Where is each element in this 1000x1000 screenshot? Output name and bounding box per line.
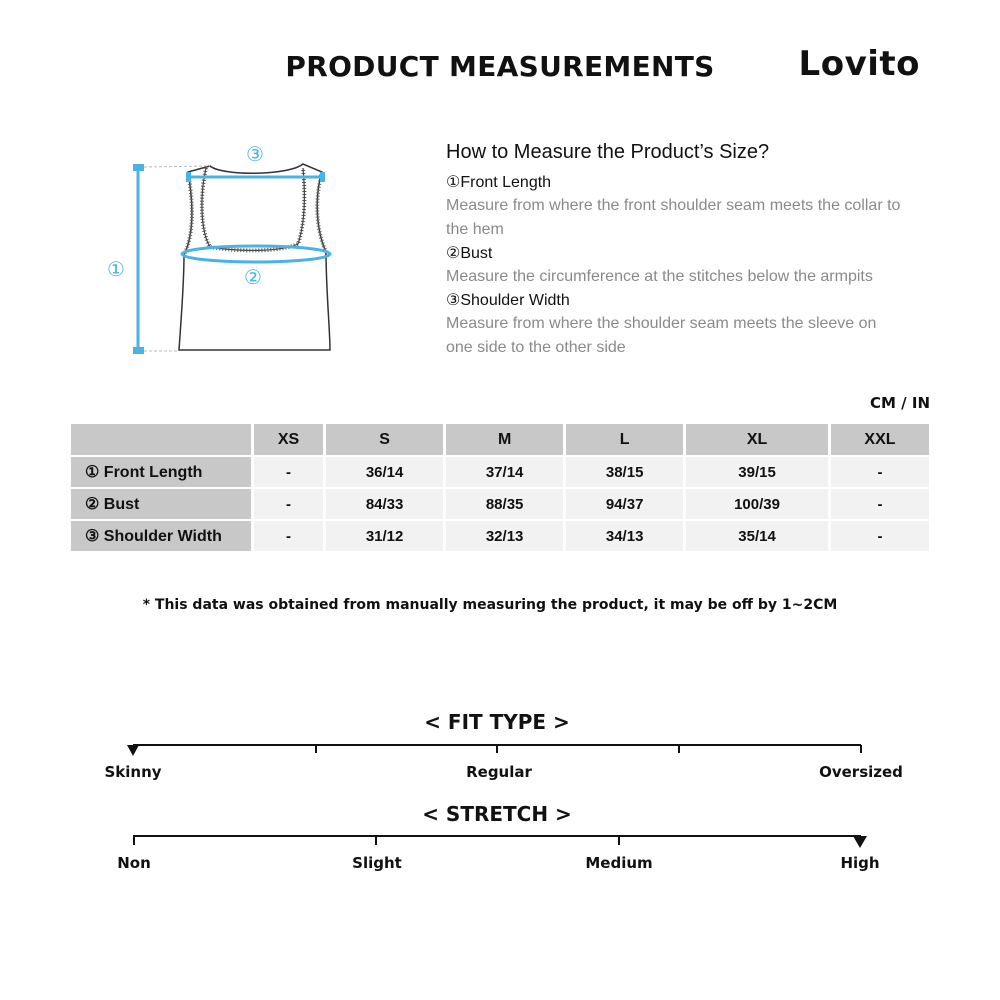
stretch-label-medium: Medium bbox=[585, 854, 653, 872]
table-cell: 94/37 bbox=[566, 489, 683, 519]
table-cell: 88/35 bbox=[446, 489, 563, 519]
units-label: CM / IN bbox=[870, 394, 930, 412]
how-to-measure bbox=[446, 141, 906, 361]
table-cell: 38/15 bbox=[566, 457, 683, 487]
marker-bust: ② bbox=[244, 265, 262, 289]
header-cell-xxl: XXL bbox=[831, 424, 929, 455]
table-cell: 32/13 bbox=[446, 521, 563, 551]
fit-label-oversized: Oversized bbox=[819, 763, 903, 781]
table-header-row bbox=[71, 424, 929, 455]
fit-type-indicator-icon bbox=[127, 745, 139, 756]
bust-description: Measure the circumference at the stitches below the armpits bbox=[446, 268, 873, 285]
shoulder-width-title: ③Shoulder Width bbox=[446, 292, 570, 309]
tank-top-illustration bbox=[179, 164, 330, 350]
table-cell: 84/33 bbox=[326, 489, 443, 519]
header-cell-m: M bbox=[446, 424, 563, 455]
size-table bbox=[68, 422, 932, 553]
fit-label-regular: Regular bbox=[466, 763, 532, 781]
stretch-label-high: High bbox=[840, 854, 880, 872]
garment-diagram bbox=[100, 140, 340, 365]
table-cell: 100/39 bbox=[686, 489, 828, 519]
row-label: ① Front Length bbox=[71, 457, 251, 487]
row-label: ② Bust bbox=[71, 489, 251, 519]
header-cell-xl: XL bbox=[686, 424, 828, 455]
table-cell: - bbox=[831, 521, 929, 551]
table-cell: - bbox=[831, 489, 929, 519]
marker-front-length: ① bbox=[107, 257, 125, 281]
table-cell: - bbox=[254, 521, 323, 551]
marker-shoulder: ③ bbox=[246, 142, 264, 166]
front-length-title: ①Front Length bbox=[446, 174, 552, 191]
table-cell: - bbox=[254, 457, 323, 487]
stretch-label-slight: Slight bbox=[352, 854, 402, 872]
table-cell: 31/12 bbox=[326, 521, 443, 551]
table-cell: 36/14 bbox=[326, 457, 443, 487]
header-cell-blank bbox=[71, 424, 251, 455]
fit-label-skinny: Skinny bbox=[104, 763, 162, 781]
header-cell-l: L bbox=[566, 424, 683, 455]
measurement-note: * This data was obtained from manually measuring the product, it may be off by 1~2CM bbox=[142, 597, 838, 613]
table-cell: 35/14 bbox=[686, 521, 828, 551]
table-cell: - bbox=[254, 489, 323, 519]
how-to-heading: How to Measure the Product’s Size? bbox=[446, 141, 770, 163]
table-row bbox=[71, 489, 929, 519]
front-length-description: Measure from where the front shoulder seam meets the collar to the hem bbox=[446, 197, 901, 238]
bust-title: ②Bust bbox=[446, 245, 493, 262]
table-cell: 34/13 bbox=[566, 521, 683, 551]
shoulder-width-description: Measure from where the shoulder seam meets the sleeve on one side to the other side bbox=[446, 315, 877, 356]
table-cell: - bbox=[831, 457, 929, 487]
row-label: ③ Shoulder Width bbox=[71, 521, 251, 551]
table-cell: 37/14 bbox=[446, 457, 563, 487]
header-cell-xs: XS bbox=[254, 424, 323, 455]
page-title: PRODUCT MEASUREMENTS bbox=[285, 50, 715, 83]
stretch-label-non: Non bbox=[117, 854, 151, 872]
table-cell: 39/15 bbox=[686, 457, 828, 487]
header-cell-s: S bbox=[326, 424, 443, 455]
fit-type-title: < FIT TYPE > bbox=[424, 710, 570, 734]
table-row bbox=[71, 457, 929, 487]
brand-logo: Lovito bbox=[798, 44, 920, 84]
table-row bbox=[71, 521, 929, 551]
stretch-title: < STRETCH > bbox=[422, 802, 572, 826]
stretch-indicator-icon bbox=[853, 836, 867, 848]
